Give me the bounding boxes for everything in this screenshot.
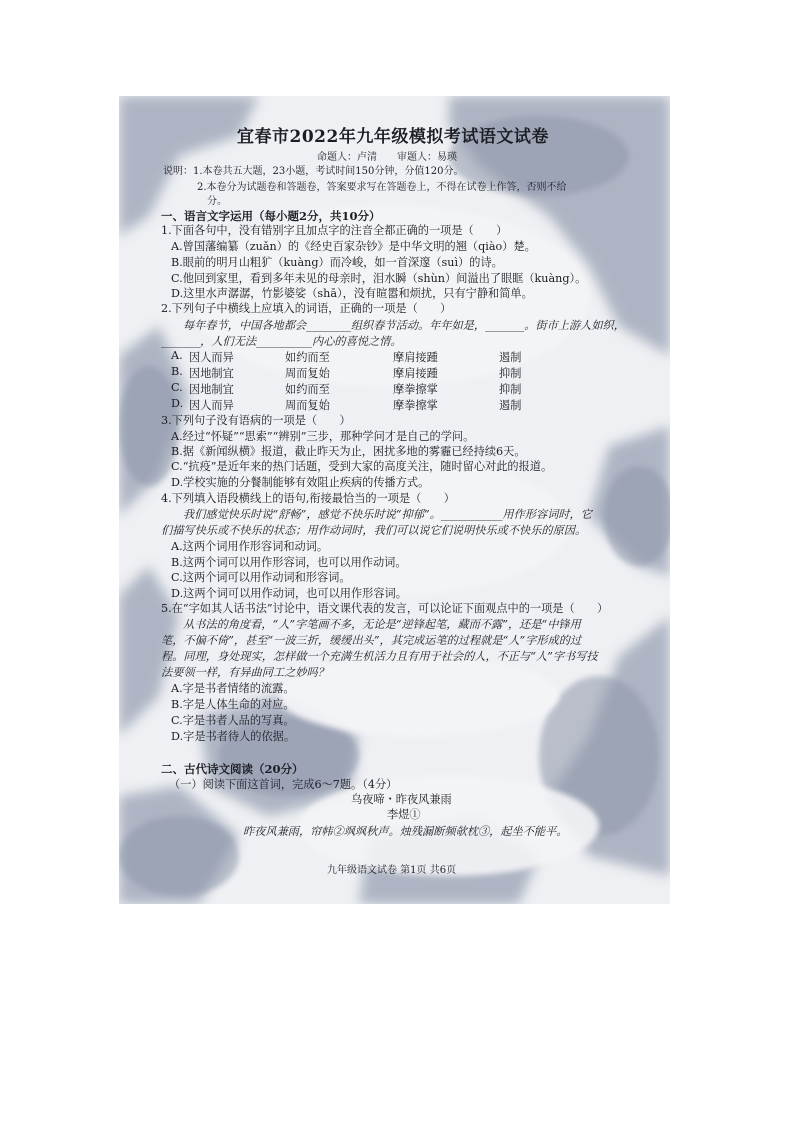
q2-row-b-c4: 抑制 — [499, 367, 522, 380]
q5-passage-3: 程。同理，身处现实，怎样做一个充满生机活力且有用于社会的人，不正与“人”字书写技 — [161, 650, 598, 663]
q2-row-d-c3: 摩拳擦掌 — [393, 399, 438, 412]
q5-option-b: B.字是人体生命的对应。 — [171, 698, 295, 711]
note-line-3: 分。 — [207, 196, 227, 207]
q5-option-c: C.字是书者人品的写真。 — [171, 714, 295, 727]
q4-passage-1: 我们感觉快乐时说“舒畅”，感觉不快乐时说“抑郁”。___________用作形容词时，它 — [183, 508, 592, 521]
q3-option-c: C.“抗疫”是近年来的热门话题，受到大家的高度关注，随时留心对此的报道。 — [171, 460, 553, 473]
q3-stem: 3.下列句子没有语病的一项是（ ） — [161, 414, 351, 427]
poem-author: 李煜① — [387, 808, 421, 821]
q1-stem: 1.下面各句中，没有错别字且加点字的注音全都正确的一项是（ ） — [161, 224, 508, 237]
q4-option-b: B.这两个词可以用作形容词，也可以用作动词。 — [171, 556, 407, 569]
section-2-sub: （一）阅读下面这首词，完成6～7题。（4分） — [169, 778, 398, 791]
q2-row-b-letter: B. — [171, 365, 183, 378]
q2-stem: 2.下列句子中横线上应填入的词语，正确的一项是（ ） — [161, 302, 452, 315]
q3-option-b: B.据《新闻纵横》报道，截止昨天为止，困扰多地的雾霾已经持续6天。 — [171, 445, 526, 458]
q5-passage-1: 从书法的角度看，“人”字笔画不多，无论是“逆锋起笔，藏而不露”，还是“中锋用 — [183, 618, 581, 631]
q5-stem: 5.在“字如其人话书法”讨论中，语文课代表的发言，可以论证下面观点中的一项是（ ） — [161, 602, 609, 615]
q5-option-a: A.字是书者情绪的流露。 — [171, 682, 295, 695]
q2-row-d-c4: 遏制 — [499, 399, 522, 412]
q2-row-b-c3: 摩肩接踵 — [393, 367, 438, 380]
section-2-heading: 二、古代诗文阅读（20分） — [161, 762, 304, 776]
q2-passage-2: _______，人们无法__________内心的喜悦之情。 — [161, 335, 402, 348]
q2-row-a-c1: 因人而异 — [189, 351, 234, 364]
q2-row-c-letter: C. — [171, 381, 183, 394]
q5-passage-4: 法要领一样，有异曲同工之妙吗？ — [161, 666, 329, 679]
q4-stem: 4.下列填入语段横线上的语句,衔接最恰当的一项是（ ） — [161, 492, 455, 505]
q2-row-c-c4: 抑制 — [499, 383, 522, 396]
section-1-heading: 一、语言文字运用（每小题2分，共10分） — [161, 209, 381, 223]
q1-option-b: B.眼前的明月山粗犷（kuàng）而冷峻，如一首深邃（suì）的诗。 — [171, 256, 503, 269]
q3-option-a: A.经过“怀疑”“思索”“辨别”三步，那种学问才是自己的学问。 — [171, 430, 475, 443]
note-line-1: 说明：1.本卷共五大题，23小题，考试时间150分钟，分值120分。 — [163, 166, 464, 177]
q1-option-a: A.曾国藩编纂（zuǎn）的《经史百家杂钞》是中华文明的翘（qiào）楚。 — [171, 240, 536, 253]
q2-row-a-c2: 如约而至 — [285, 351, 330, 364]
page-footer: 九年级语文试卷 第1页 共6页 — [327, 865, 457, 876]
poem-title: 乌夜啼・昨夜风兼雨 — [351, 793, 452, 806]
q4-passage-2: 们描写快乐或不快乐的状态；用作动词时，我们可以说它们说明快乐或不快乐的原因。 — [161, 524, 587, 537]
q2-row-b-c1: 因地制宜 — [189, 367, 234, 380]
q5-passage-2: 笔，不偏不倚”，甚至“一波三折，缓缓出头”，其完成运笔的过程就是“人”字形成的过 — [161, 634, 582, 647]
authors-line: 命题人：卢清 审题人：易瑛 — [317, 152, 457, 163]
q2-row-c-c2: 如约而至 — [285, 383, 330, 396]
q2-row-b-c2: 周而复始 — [285, 367, 330, 380]
q2-row-d-c1: 因人而异 — [189, 399, 234, 412]
q1-option-d: D.这里水声潺潺，竹影婆娑（shā），没有暄嚣和烦扰，只有宁静和简单。 — [171, 287, 533, 300]
q4-option-d: D.这两个词可以用作动词，也可以用作形容词。 — [171, 587, 407, 600]
poem-line: 昨夜风兼雨，帘帏②飒飒秋声。烛残漏断频欹枕③，起坐不能平。 — [243, 825, 568, 838]
q2-row-a-c4: 遏制 — [499, 351, 522, 364]
q5-option-d: D.字是书者待人的依据。 — [171, 730, 296, 743]
q2-row-c-c1: 因地制宜 — [189, 383, 234, 396]
q4-option-a: A.这两个词用作形容词和动词。 — [171, 540, 329, 553]
scanned-exam-page — [119, 96, 670, 904]
q2-row-d-letter: D. — [171, 397, 184, 410]
q4-option-c: C.这两个词可以用作动词和形容词。 — [171, 571, 351, 584]
q2-row-a-c3: 摩肩接踵 — [393, 351, 438, 364]
q3-option-d: D.学校实施的分餐制能够有效阻止疾病的传播方式。 — [171, 476, 430, 489]
q1-option-c: C.他回到家里，看到多年未见的母亲时，泪水瞬（shùn）间溢出了眼眶（kuàng）。 — [171, 272, 587, 285]
page-title: 宜春市2022年九年级模拟考试语文试卷 — [237, 127, 549, 147]
q2-row-c-c3: 摩拳擦掌 — [393, 383, 438, 396]
q2-row-d-c2: 周而复始 — [285, 399, 330, 412]
q2-passage-1: 每年春节，中国各地都会________组织春节活动。年年如是，_______。街市上游人如织， — [183, 319, 625, 332]
q2-row-a-letter: A. — [171, 349, 183, 362]
note-line-2: 2.本卷分为试题卷和答题卷，答案要求写在答题卷上，不得在试卷上作答，否则不给 — [197, 182, 567, 193]
